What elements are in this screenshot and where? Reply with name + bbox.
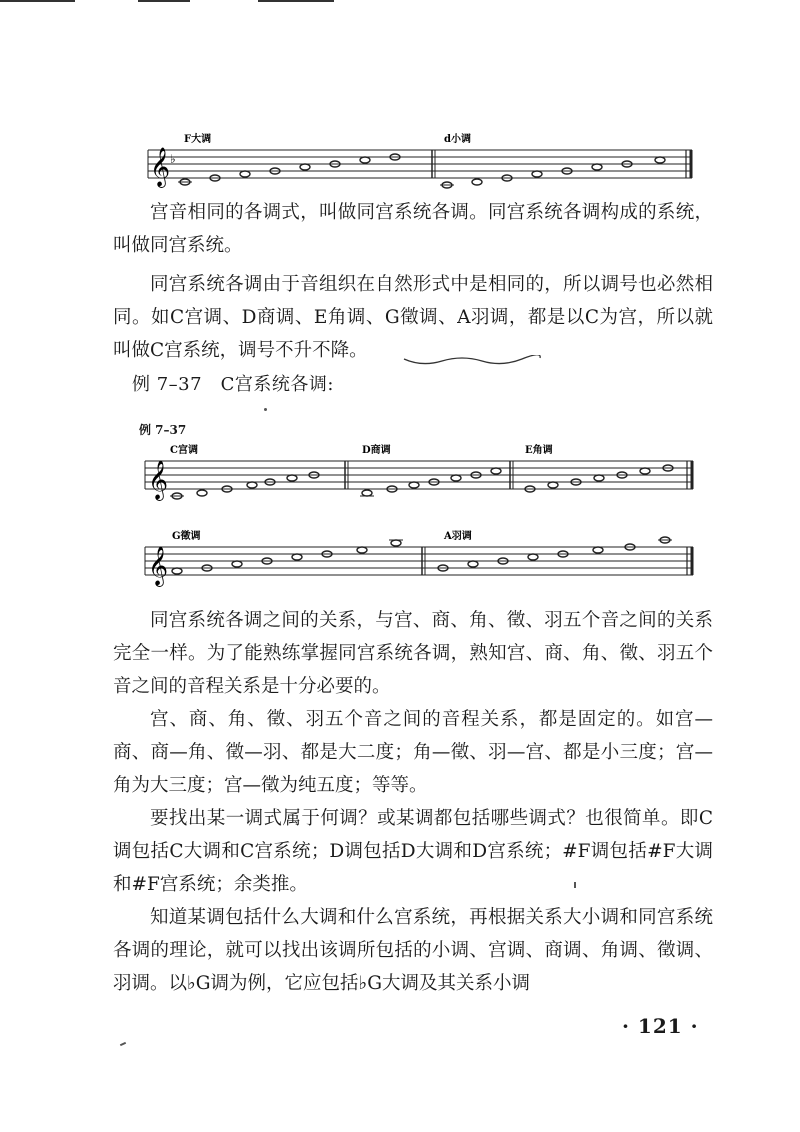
treble-clef-icon: 𝄞: [148, 546, 169, 586]
paragraph-4: 宫、商、角、徵、羽五个音之间的音程关系，都是固定的。如宫—商、商—角、徵—羽、都是大二度；角—徵、羽—宫、都是小三度；宫—角为大三度；宫—徵为纯五度；等等。: [113, 709, 713, 796]
wavy-underline-mark: [402, 355, 542, 367]
music-staff-c-d-e-modes: [140, 441, 700, 503]
top-rule-mid: [138, 0, 190, 2]
mode-label-a-yu: A羽调: [444, 531, 472, 542]
paragraph-2: 同宫系统各调由于音组织在自然形式中是相同的，所以调号也必然相同。如C宫调、D商调、E角调、G徵调、A羽调，都是以C为宫，所以就叫做C宫系统，调号不升不降。: [113, 274, 713, 361]
top-rule-right: [258, 0, 334, 2]
music-staff-f-major-d-minor: [140, 130, 700, 192]
top-rule-left: [0, 0, 75, 2]
mode-label-g-zhi: G徵调: [172, 531, 201, 542]
key-label-f-major: F大调: [184, 134, 212, 145]
paragraph-6: 知道某调包括什么大调和什么宫系统，再根据关系大小调和同宫系统各调的理论，就可以找出该调所包括的小调、宫调、商调、角调、徵调、羽调。以♭G调为例，它应包括♭G大调及其关系小调: [113, 907, 713, 994]
music-staff-g-a-modes: [140, 527, 700, 589]
paragraph-5: 要找出某一调式属于何调？或某调都包括哪些调式？也很简单。即C调包括C大调和C宫系统；D调包括D大调和D宫系统；#F调包括#F大调和#F宫系统；余类推。: [113, 808, 713, 895]
notes-d-minor: [442, 157, 665, 188]
notes-f-major: [180, 154, 400, 185]
key-label-d-minor: d小调: [444, 134, 471, 145]
example-label: 例 7–37 C宫系统各调:: [132, 374, 334, 395]
mode-label-d-shang: D商调: [362, 445, 391, 456]
mode-label-c-gong: C宫调: [170, 445, 198, 456]
scan-speck: [120, 1042, 126, 1046]
mode-label-e-jue: E角调: [525, 445, 553, 456]
example-number: 例 7–37: [139, 423, 187, 437]
scan-speck: [574, 882, 576, 888]
flat-sign-icon: ♭: [170, 152, 176, 166]
treble-clef-icon: 𝄞: [150, 147, 171, 187]
page-number: · 121 ·: [622, 1014, 699, 1038]
paragraph-3: 同宫系统各调之间的关系，与宫、商、角、徵、羽五个音之间的关系完全一样。为了能熟练掌握同宫系统各调，熟知宫、商、角、徵、羽五个音之间的音程关系是十分必要的。: [113, 610, 713, 697]
paragraph-1: 宫音相同的各调式，叫做同宫系统各调。同宫系统各调构成的系统，叫做同宫系统。: [113, 202, 713, 256]
scan-speck: [264, 408, 267, 411]
treble-clef-icon: 𝄞: [148, 460, 169, 500]
